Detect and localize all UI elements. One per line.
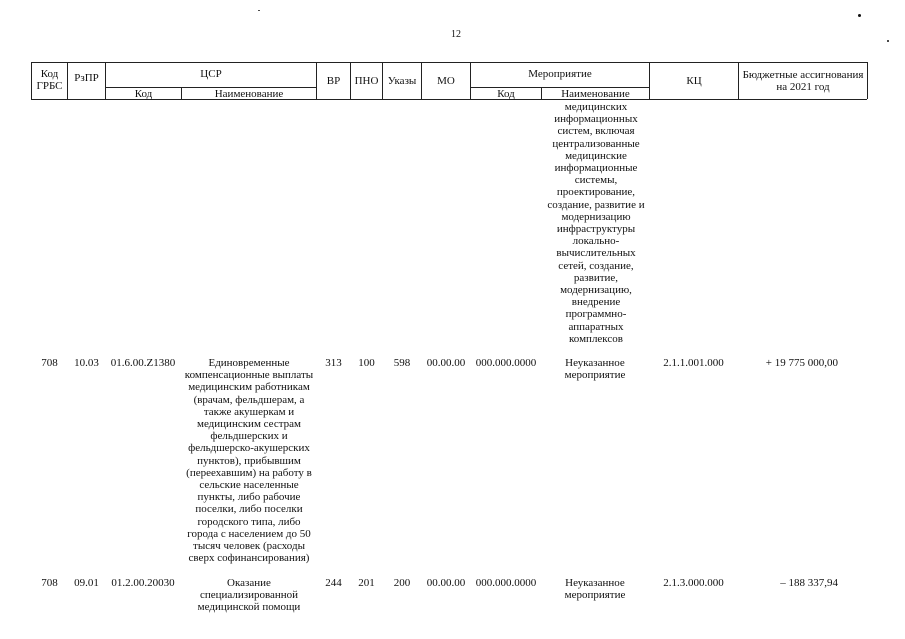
header-csr-kod: Код bbox=[134, 88, 153, 100]
cell-mo: 00.00.00 bbox=[426, 357, 466, 369]
cell-budget: + 19 775 000,00 bbox=[765, 357, 838, 369]
cell-rzpr: 09.01 bbox=[74, 577, 99, 589]
header-mer-kod: Код bbox=[497, 88, 515, 100]
cell-mo: 00.00.00 bbox=[426, 577, 466, 589]
cell-vr: 313 bbox=[325, 357, 342, 369]
cell-grbs: 708 bbox=[41, 357, 58, 369]
header-csr-name: Наименование bbox=[214, 88, 284, 100]
cell-vr: 244 bbox=[325, 577, 342, 589]
cell-mer-name: Неуказанное мероприятие bbox=[564, 357, 626, 382]
scan-speck bbox=[858, 14, 861, 17]
cell-kc: 2.1.3.000.000 bbox=[663, 577, 724, 589]
header-budget: Бюджетные ассигнования на 2021 год bbox=[742, 69, 864, 93]
header-pno: ПНО bbox=[354, 75, 379, 87]
header-mo: МО bbox=[437, 75, 455, 87]
header-kc: КЦ bbox=[686, 75, 702, 87]
cell-kc: 2.1.1.001.000 bbox=[663, 357, 724, 369]
header-kod-grbs: Код ГРБС bbox=[36, 68, 63, 92]
header-vr: ВР bbox=[326, 75, 341, 87]
cell-rzpr: 10.03 bbox=[74, 357, 99, 369]
cell-csr-name: Единовременные компенсационные выплаты медицинским работникам (врачам, фельдшерам, а также акушеркам и медицинским сестрам фельдшерских и фельдшерско-акушерских пунктов), прибывшим (переехавшим) на работу в сельские населенные пункты, либо рабочие поселки, либо поселки городского типа, либо города с населением до 50 тысяч человек (расходы сверх софинансирования) bbox=[184, 357, 314, 565]
page-number: 12 bbox=[451, 29, 461, 40]
header-rzpr: РзПР bbox=[74, 72, 99, 84]
cell-csr-name: Оказание специализированной медицинской помощи bbox=[197, 577, 301, 614]
cell-ukazy: 598 bbox=[393, 357, 411, 369]
cell-pno: 201 bbox=[358, 577, 375, 589]
cell-budget: – 188 337,94 bbox=[780, 577, 838, 589]
header-csr: ЦСР bbox=[200, 68, 222, 80]
cell-mer-kod: 000.000.0000 bbox=[475, 577, 537, 589]
cell-pno: 100 bbox=[358, 357, 375, 369]
scan-speck bbox=[887, 40, 889, 42]
header-meropriyatie: Мероприятие bbox=[528, 68, 592, 80]
header-mer-name: Наименование bbox=[561, 88, 630, 100]
cell-csr-kod: 01.6.00.Z1380 bbox=[110, 357, 176, 369]
cell-mer-name: Неуказанное мероприятие bbox=[564, 577, 626, 602]
scan-speck bbox=[258, 10, 260, 11]
header-ukazy: Указы bbox=[387, 75, 417, 87]
cell-csr-kod: 01.2.00.20030 bbox=[111, 577, 175, 589]
cell-grbs: 708 bbox=[41, 577, 58, 589]
continuation-text: медицинских информационных систем, включая централизованные медицинские информационные системы, проектирование, создание, развитие и модернизацию инфраструктуры локально-вычислительных сетей, создание, развитие, модернизацию, внедрение программно-аппаратных комплексов bbox=[547, 101, 645, 345]
cell-mer-kod: 000.000.0000 bbox=[475, 357, 537, 369]
cell-ukazy: 200 bbox=[393, 577, 411, 589]
